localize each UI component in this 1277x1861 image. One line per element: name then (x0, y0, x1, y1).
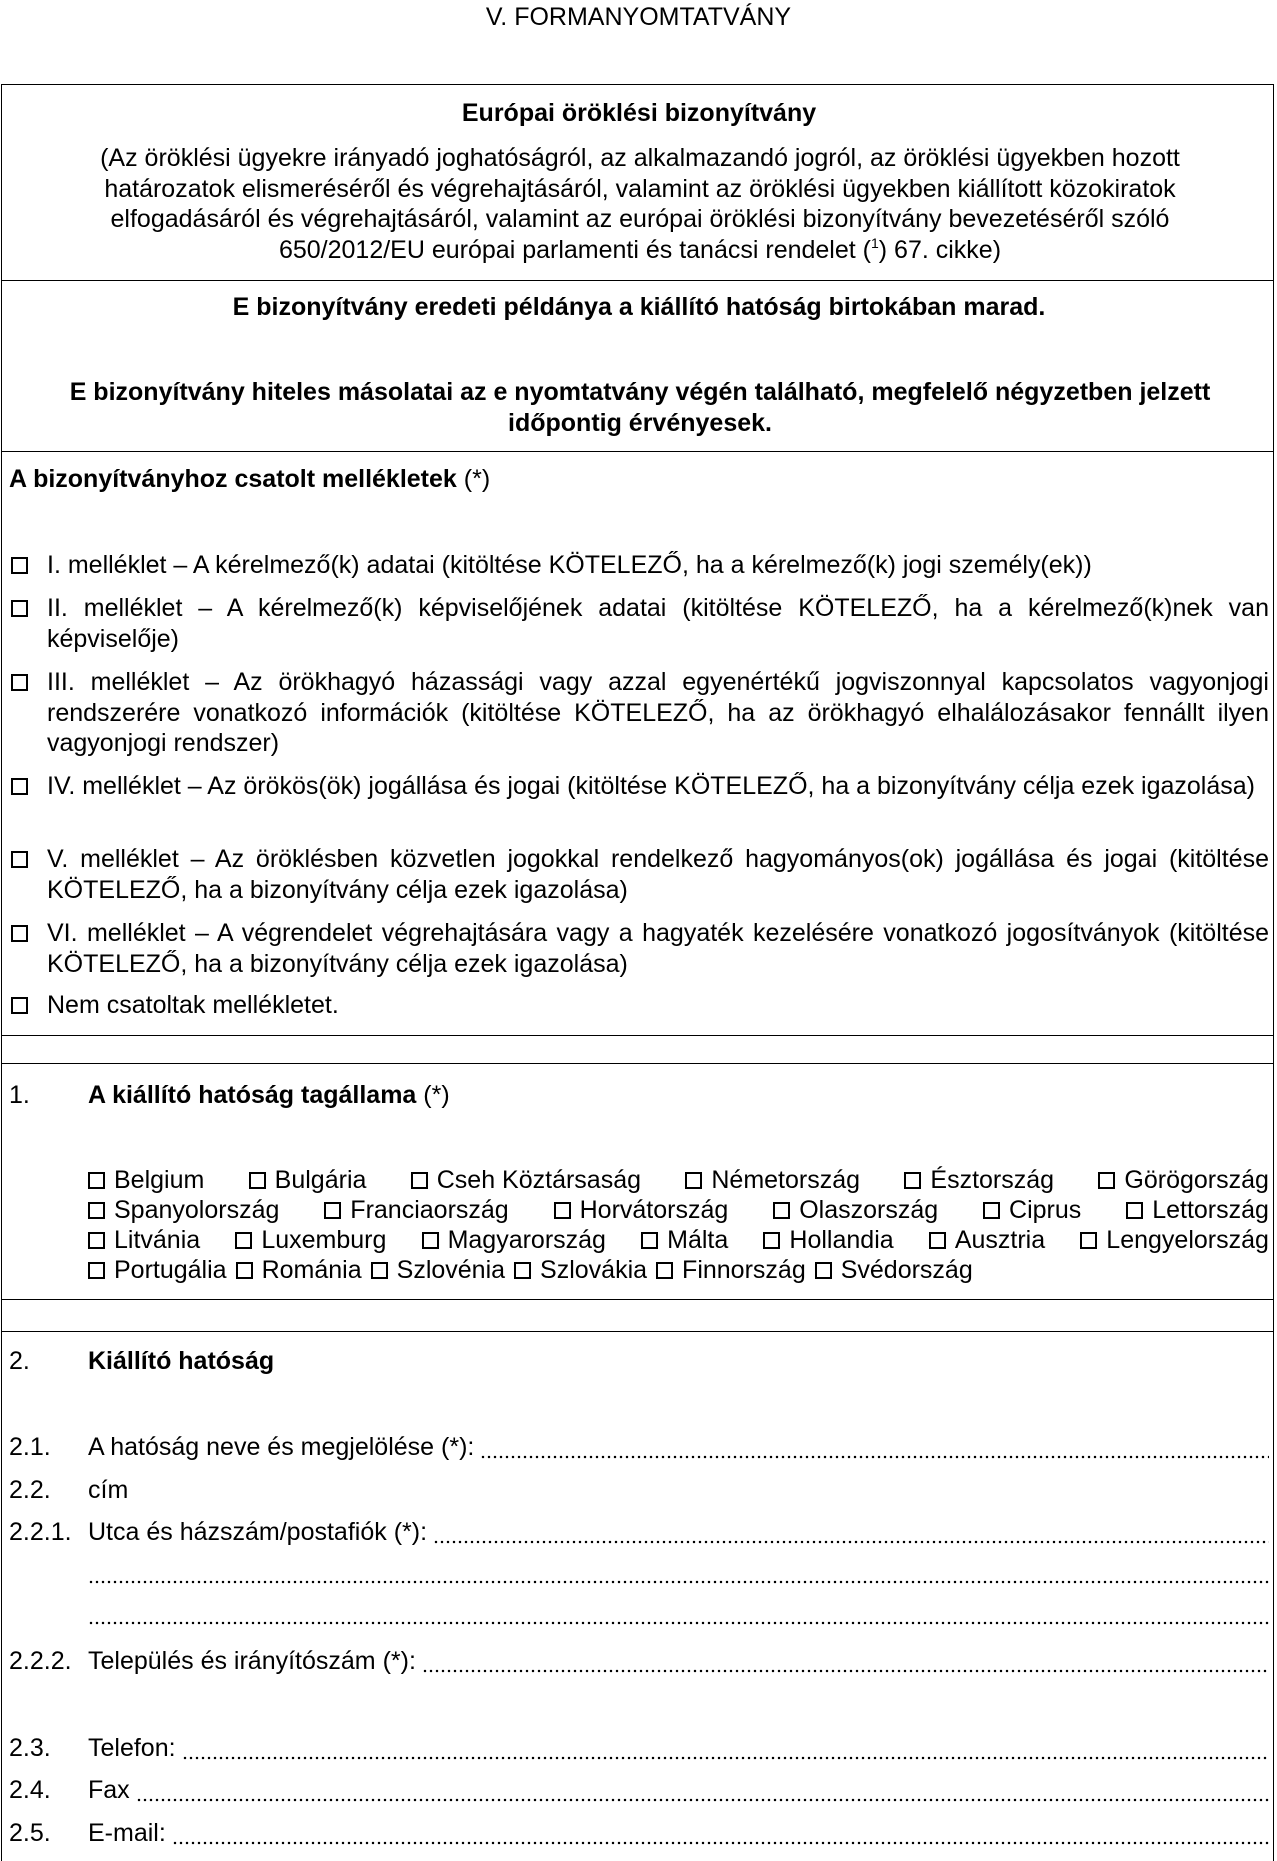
country-checkbox[interactable] (411, 1172, 428, 1189)
country-option[interactable]: Görögország (1098, 1165, 1269, 1195)
field-number: 2.3. (9, 1734, 51, 1762)
country-option[interactable]: Szlovákia (514, 1255, 647, 1285)
annex-option-none (9, 990, 1269, 1021)
divider (1, 1063, 1274, 1064)
country-option[interactable]: Málta (641, 1225, 728, 1255)
annex-option-3 (9, 667, 1269, 759)
phone-field[interactable] (88, 1733, 1269, 1763)
country-option[interactable]: Svédország (815, 1255, 973, 1285)
authority-name-field[interactable] (88, 1432, 1269, 1462)
field-number: 2.4. (9, 1776, 51, 1804)
country-checkbox[interactable] (641, 1232, 658, 1249)
city-input[interactable] (422, 1646, 1269, 1676)
city-label: Település és irányítószám (*): (88, 1647, 416, 1675)
annex-1-checkbox[interactable] (11, 557, 28, 574)
country-checkbox[interactable] (88, 1262, 105, 1279)
section-1-title: A kiállító hatóság tagállama (*) (88, 1081, 450, 1109)
country-option[interactable]: Észtország (904, 1165, 1054, 1195)
annex-4-checkbox[interactable] (11, 778, 28, 795)
country-option[interactable]: Horvátország (554, 1195, 729, 1225)
street-input-line-2[interactable] (88, 1557, 1269, 1587)
no-annex-label: Nem csatoltak mellékletet. (47, 991, 339, 1019)
country-option[interactable]: Ausztria (929, 1225, 1045, 1255)
country-checkbox[interactable] (88, 1172, 105, 1189)
country-option[interactable]: Németország (685, 1165, 860, 1195)
country-checkbox[interactable] (324, 1202, 341, 1219)
country-option[interactable]: Finnország (656, 1255, 806, 1285)
country-checkbox[interactable] (554, 1202, 571, 1219)
country-checkbox[interactable] (1098, 1172, 1115, 1189)
country-checkbox[interactable] (514, 1262, 531, 1279)
country-option[interactable]: Belgium (88, 1165, 204, 1195)
section-2-number: 2. (9, 1347, 30, 1375)
annex-1-label: I. melléklet – A kérelmező(k) adatai (kitöltése KÖTELEZŐ, ha a kérelmező(k) jogi személy(ek)) (47, 551, 1092, 579)
country-row (88, 1255, 1269, 1285)
country-option[interactable]: Ciprus (983, 1195, 1081, 1225)
city-field[interactable] (88, 1646, 1269, 1676)
original-copy-notice: E bizonyítvány eredeti példánya a kiállító hatóság birtokában marad. (232, 293, 1046, 321)
country-row (88, 1165, 1269, 1195)
fax-label: Fax (88, 1776, 130, 1804)
form-title: V. FORMANYOMTATVÁNY (485, 3, 792, 31)
annex-option-5 (9, 844, 1269, 905)
country-checkbox[interactable] (773, 1202, 790, 1219)
annex-option-2 (9, 593, 1269, 654)
field-number: 2.2.2. (9, 1647, 72, 1675)
annex-5-checkbox[interactable] (11, 851, 28, 868)
annex-3-label: III. melléklet – Az örökhagyó házassági vagy azzal egyenértékű jogviszonnyal kapcsolatos vagyonjogi rendszerére vonatkozó információk (kitöltése KÖTELEZŐ, ha az örökhagyó elhalálozásakor fennállt ilyen vagyonjogi rendszer) (47, 668, 1269, 757)
fax-input[interactable] (136, 1775, 1269, 1805)
country-row (88, 1195, 1269, 1225)
field-number: 2.2.1. (9, 1518, 72, 1546)
divider (1, 1331, 1274, 1332)
country-option[interactable]: Lettország (1126, 1195, 1269, 1225)
country-option[interactable]: Franciaország (324, 1195, 508, 1225)
field-number: 2.5. (9, 1819, 51, 1847)
country-row (88, 1225, 1269, 1255)
country-checkbox[interactable] (1126, 1202, 1143, 1219)
annexes-heading: A bizonyítványhoz csatolt mellékletek (*) (9, 465, 491, 493)
divider (1, 1035, 1274, 1036)
country-checkbox[interactable] (763, 1232, 780, 1249)
street-input-line-3[interactable] (88, 1598, 1269, 1628)
annex-option-4 (9, 771, 1269, 802)
divider (1, 280, 1274, 281)
phone-input[interactable] (182, 1733, 1269, 1763)
country-checkbox[interactable] (904, 1172, 921, 1189)
country-option[interactable]: Spanyolország (88, 1195, 279, 1225)
country-checkbox[interactable] (88, 1232, 105, 1249)
country-checkbox[interactable] (929, 1232, 946, 1249)
annex-3-checkbox[interactable] (11, 674, 28, 691)
country-option[interactable]: Luxemburg (235, 1225, 386, 1255)
country-option[interactable]: Lengyelország (1080, 1225, 1269, 1255)
annex-option-6 (9, 918, 1269, 979)
legal-basis: (Az öröklési ügyekre irányadó joghatóságról, az alkalmazandó jogról, az öröklési ügyekben hozott határozatok elismeréséről és végrehajtásáról, valamint az öröklési ügyekben kiállított közokiratok elfogadásáról és végrehajtásáról, valamint az európai öröklési bizonyítvány bevezetéséről szóló 650/2012/EU európai parlamenti és tanácsi rendelet ($^1$) 67. cikke) (100, 144, 1180, 264)
country-checkbox[interactable] (1080, 1232, 1097, 1249)
country-option[interactable]: Olaszország (773, 1195, 938, 1225)
divider (1, 451, 1274, 452)
annex-5-label: V. melléklet – Az öröklésben közvetlen jogokkal rendelkező hagyományos(ok) jogállása és jogai (kitöltése KÖTELEZŐ, ha a bizonyítvány célja ezek igazolása) (47, 845, 1269, 904)
certified-copies-notice: E bizonyítvány hiteles másolatai az e nyomtatvány végén található, megfelelő négyzetben jelzett időpontig érvényesek. (69, 378, 1211, 437)
certificate-title: Európai öröklési bizonyítvány (461, 99, 817, 127)
country-option[interactable]: Hollandia (763, 1225, 893, 1255)
country-checkbox[interactable] (88, 1202, 105, 1219)
annex-option-1 (9, 550, 1269, 581)
country-checkbox[interactable] (249, 1172, 266, 1189)
country-checkbox[interactable] (235, 1232, 252, 1249)
street-field[interactable] (88, 1517, 1269, 1547)
fax-field[interactable] (88, 1775, 1269, 1805)
phone-label: Telefon: (88, 1734, 176, 1762)
country-checkbox[interactable] (656, 1262, 673, 1279)
country-checkbox[interactable] (815, 1262, 832, 1279)
section-1-number: 1. (9, 1081, 30, 1109)
divider (1, 1299, 1274, 1300)
country-option[interactable]: Litvánia (88, 1225, 200, 1255)
annex-4-label: IV. melléklet – Az örökös(ök) jogállása és jogai (kitöltése KÖTELEZŐ, ha a bizonyítvány célja ezek igazolása) (47, 772, 1255, 800)
street-input[interactable] (433, 1517, 1269, 1547)
country-option[interactable]: Magyarország (422, 1225, 606, 1255)
country-option[interactable]: Románia (236, 1255, 362, 1285)
annex-6-label: VI. melléklet – A végrendelet végrehajtására vagy a hagyaték kezelésére vonatkozó jogosítványok (kitöltése KÖTELEZŐ, ha a bizonyítvány célja ezek igazolása) (47, 919, 1269, 978)
country-option[interactable]: Szlovénia (371, 1255, 505, 1285)
country-option[interactable]: Cseh Köztársaság (411, 1165, 641, 1195)
country-checkbox[interactable] (236, 1262, 253, 1279)
annex-6-checkbox[interactable] (11, 925, 28, 942)
country-checkbox[interactable] (371, 1262, 388, 1279)
country-checkbox[interactable] (983, 1202, 1000, 1219)
email-label: E-mail: (88, 1819, 166, 1847)
country-option[interactable]: Portugália (88, 1255, 227, 1285)
authority-name-label: A hatóság neve és megjelölése (*): (88, 1433, 475, 1461)
field-number: 2.2. (9, 1476, 51, 1504)
email-input[interactable] (172, 1818, 1269, 1848)
country-option[interactable]: Bulgária (249, 1165, 367, 1195)
footnote-ref: 1 (870, 234, 879, 251)
annex-2-label: II. melléklet – A kérelmező(k) képviselőjének adatai (kitöltése KÖTELEZŐ, ha a kérelmező(k)nek van képviselője) (47, 594, 1269, 653)
street-label: Utca és házszám/postafiók (*): (88, 1518, 428, 1546)
annex-2-checkbox[interactable] (11, 600, 28, 617)
field-number: 2.1. (9, 1433, 51, 1461)
country-checkbox[interactable] (685, 1172, 702, 1189)
no-annex-checkbox[interactable] (11, 997, 28, 1014)
authority-name-input[interactable] (480, 1432, 1269, 1462)
address-label: cím (88, 1476, 129, 1504)
country-checkbox[interactable] (422, 1232, 439, 1249)
email-field[interactable] (88, 1818, 1269, 1848)
section-2-title: Kiállító hatóság (88, 1347, 275, 1375)
